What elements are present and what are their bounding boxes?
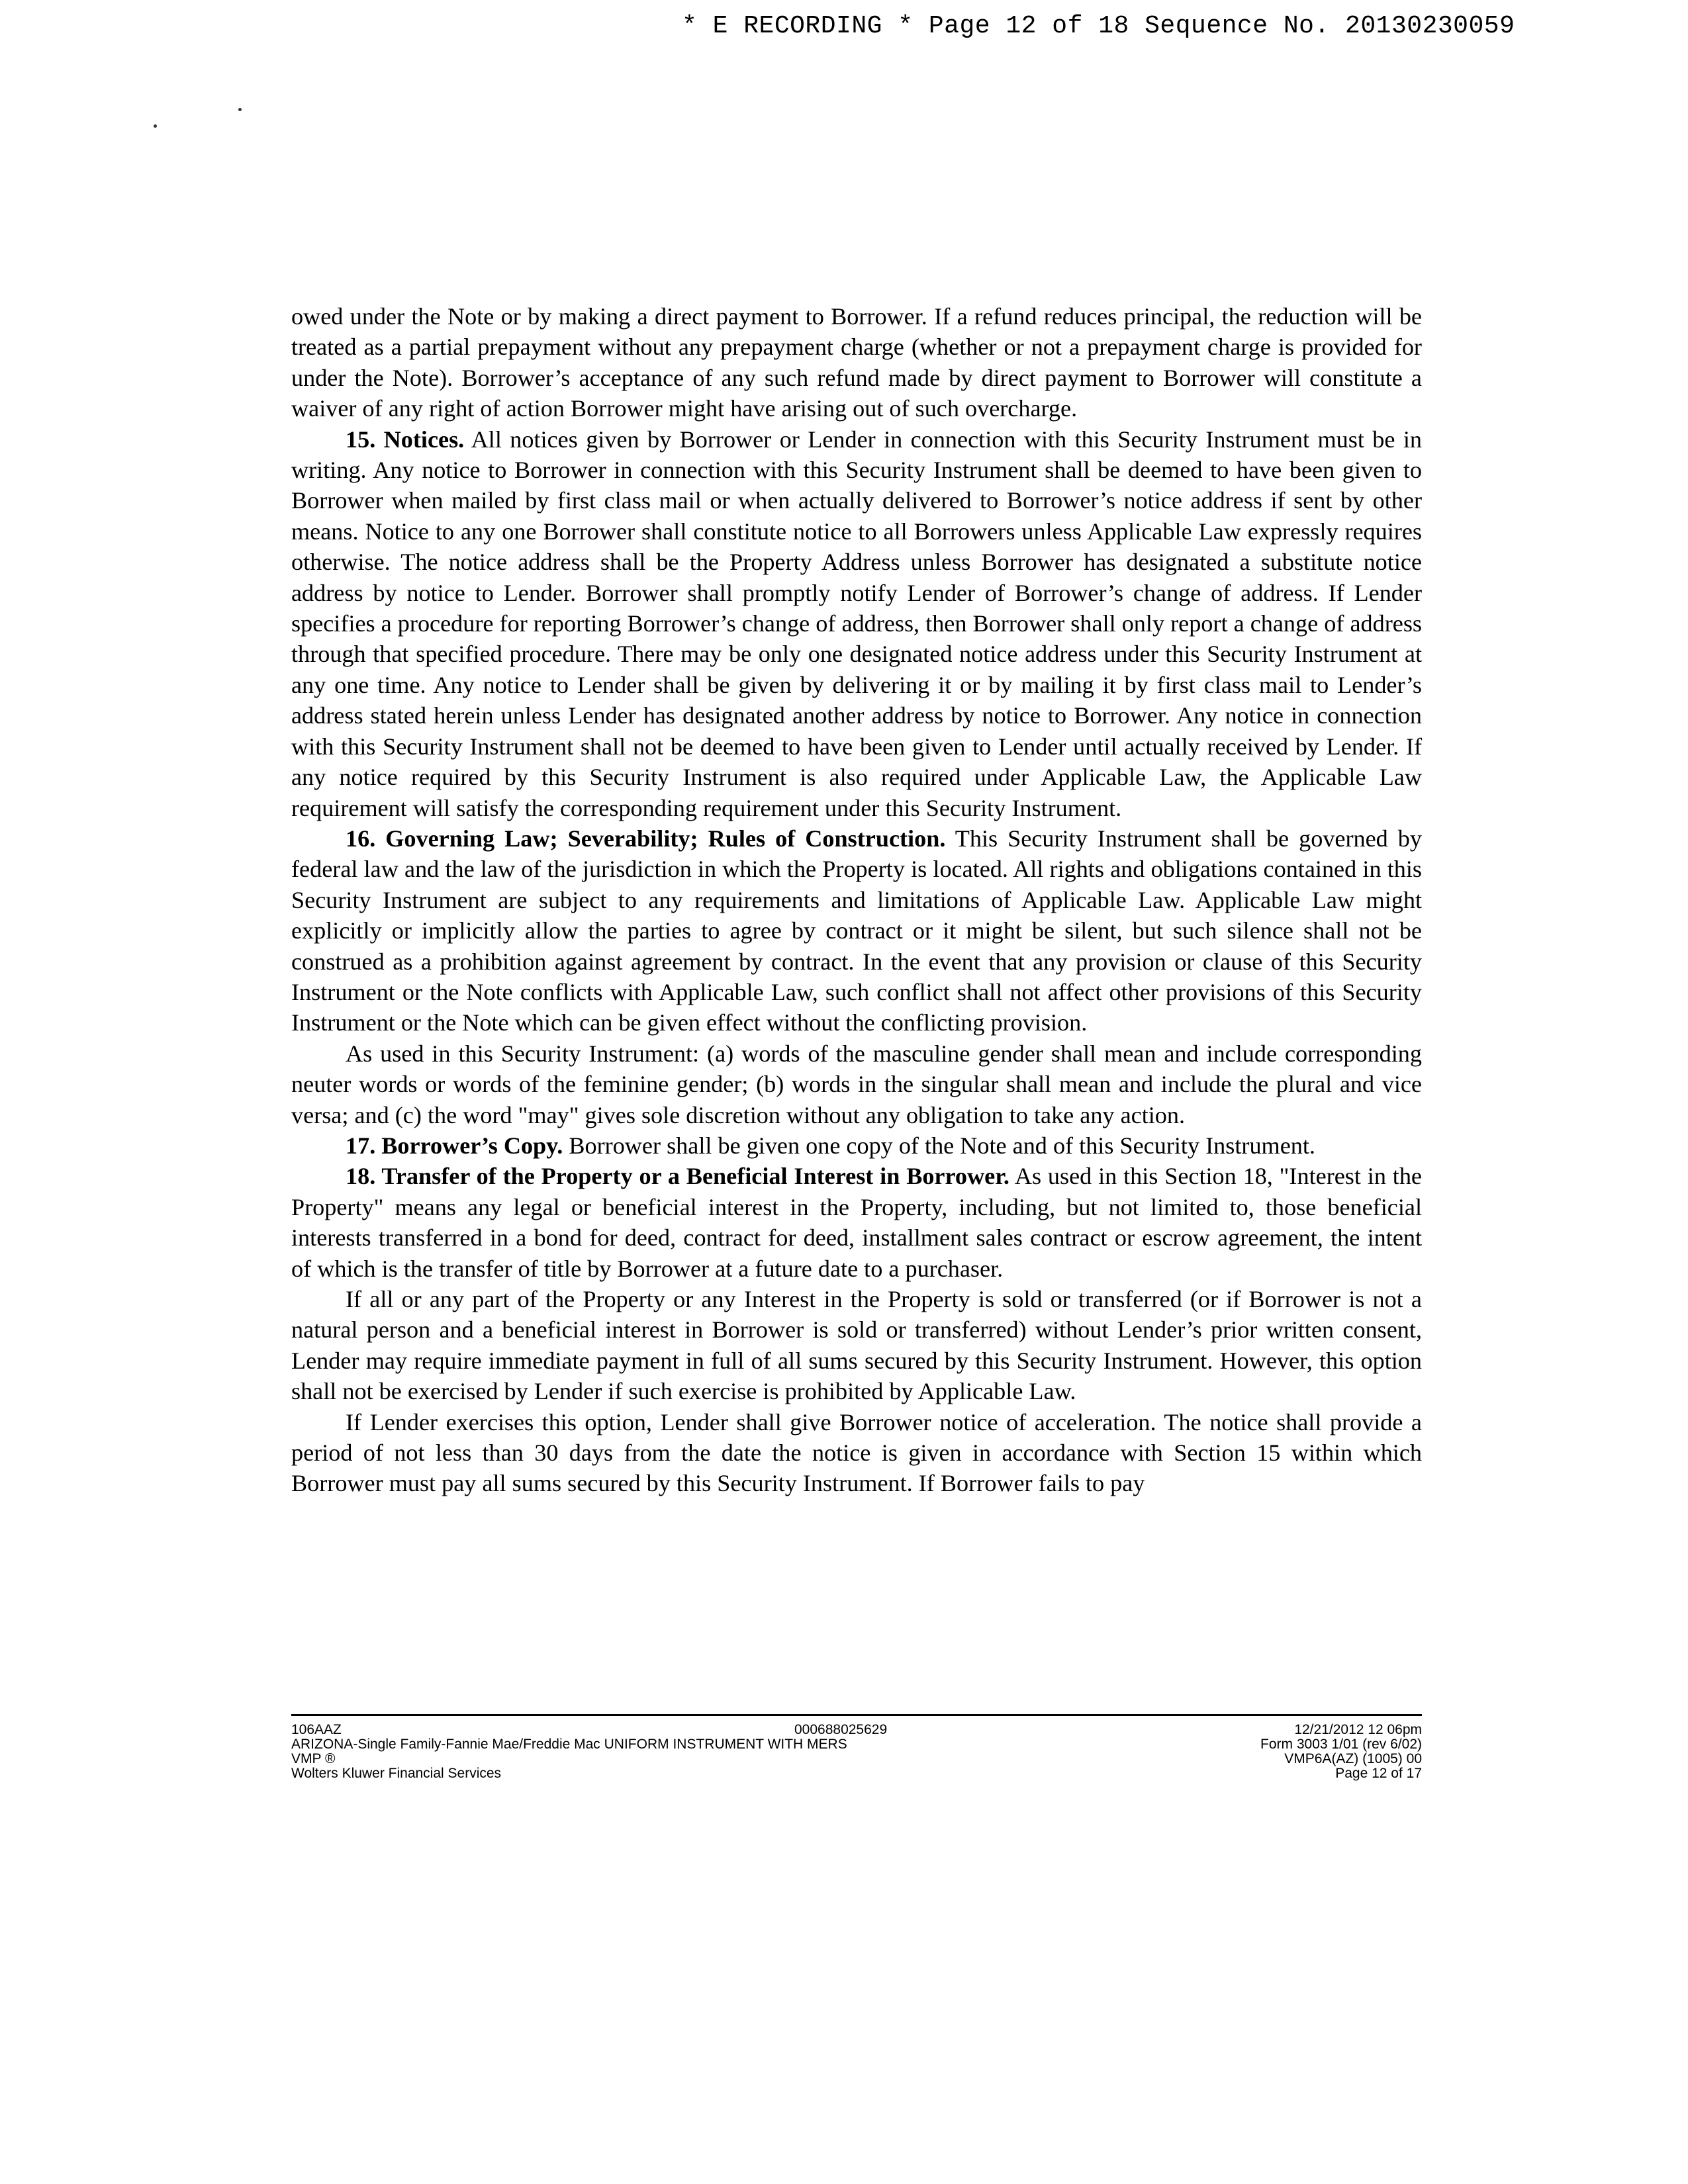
vendor-mark: VMP ® (291, 1751, 336, 1766)
section-16 (291, 823, 1422, 1038)
document-body (291, 301, 1422, 1499)
form-code: 106AAZ (291, 1722, 342, 1737)
footer-divider (291, 1714, 1422, 1716)
footer-right (1260, 1723, 1422, 1781)
section-15 (291, 424, 1422, 823)
loan-number: 000688025629 (794, 1722, 888, 1737)
footer-center (794, 1723, 887, 1737)
footer-left (291, 1723, 847, 1781)
section-15-heading: 15. Notices. (346, 426, 465, 453)
page-footer (291, 1723, 1422, 1796)
section-16-heading: 16. Governing Law; Severability; Rules of Construction. (346, 825, 946, 852)
section-17 (291, 1130, 1422, 1161)
paragraph-continuation: owed under the Note or by making a direct payment to Borrower. If a refund reduces principal, the reduction will be treated as a partial prepayment without any prepayment charge (whether or not a prepayment charge is provided for under the Note). Borrower’s acceptance of any such refund made by direct payment to Borrower will constitute a waiver of any right of action Borrower might have arising out of such overcharge. (291, 303, 1422, 422)
vmp-code: VMP6A(AZ) (1005) 00 (1284, 1751, 1422, 1766)
publisher: Wolters Kluwer Financial Services (291, 1766, 502, 1781)
print-timestamp: 12/21/2012 12 06pm (1294, 1722, 1422, 1737)
section-17-text: Borrower shall be given one copy of the Note and of this Security Instrument. (563, 1132, 1315, 1159)
scan-speck (238, 108, 242, 111)
page-number: Page 12 of 17 (1335, 1766, 1422, 1781)
section-18-paragraph-3: If Lender exercises this option, Lender shall give Borrower notice of acceleration. The notice shall provide a period of not less than 30 days from the date the notice is given in accordance with Section 15 within which Borrower must pay all sums secured by this Security Instrument. If Borrower fails to pay (291, 1408, 1422, 1497)
section-18-heading: 18. Transfer of the Property or a Beneficial Interest in Borrower. (346, 1163, 1009, 1190)
form-number: Form 3003 1/01 (rev 6/02) (1260, 1737, 1422, 1752)
section-15-text: All notices given by Borrower or Lender in connection with this Security Instrument must be in writing. Any notice to Borrower in connection with this Security Instrument shall be deemed to have been given to Borrower when mailed by first class mail or when actually delivered to Borrower’s notice address if sent by other means. Notice to any one Borrower shall constitute notice to all Borrowers unless Applicable Law expressly requires otherwise. The notice address shall be the Property Address unless Borrower has designated a substitute notice address by notice to Lender. Borrower shall promptly notify Lender of Borrower’s change of address. If Lender specifies a procedure for reporting Borrower’s change of address, then Borrower shall only report a change of address through that specified procedure. There may be only one designated notice address under this Security Instrument at any one time. Any notice to Lender shall be given by delivering it or by mailing it by first class mail to Lender’s address stated herein unless Lender has designated another address by notice to Borrower. Any notice in connection with this Security Instrument shall not be deemed to have been given to Lender until actually received by Lender. If any notice required by this Security Instrument is also required under Applicable Law, the Applicable Law requirement will satisfy the corresponding requirement under this Security Instrument. (291, 426, 1422, 821)
section-18 (291, 1161, 1422, 1284)
form-title: ARIZONA-Single Family-Fannie Mae/Freddie Mac UNIFORM INSTRUMENT WITH MERS (291, 1737, 847, 1752)
recording-header: * E RECORDING * Page 12 of 18 Sequence No. 20130230059 (682, 12, 1515, 40)
scan-speck (154, 124, 157, 128)
section-16-text: This Security Instrument shall be governed by federal law and the law of the jurisdiction in which the Property is located. All rights and obligations contained in this Security Instrument are subject to any requirements and limitations of Applicable Law. Applicable Law might explicitly or implicitly allow the parties to agree by contract or it might be silent, but such silence shall not be construed as a prohibition against agreement by contract. In the event that any provision or clause of this Security Instrument or the Note conflicts with Applicable Law, such conflict shall not affect other provisions of this Security Instrument or the Note which can be given effect without the conflicting provision. (291, 825, 1422, 1036)
section-16-paragraph-2: As used in this Security Instrument: (a) words of the masculine gender shall mean and include corresponding neuter words or words of the feminine gender; (b) words in the singular shall mean and include the plural and vice versa; and (c) the word "may" gives sole discretion without any obligation to take any action. (291, 1040, 1422, 1128)
section-17-heading: 17. Borrower’s Copy. (346, 1132, 563, 1159)
section-18-text: As used in this Section 18, "Interest in the Property" means any legal or beneficial interest in the Property, including, but not limited to, those beneficial interests transferred in a bond for deed, contract for deed, installment sales contract or escrow agreement, the intent of which is the transfer of title by Borrower at a future date to a purchaser. (291, 1163, 1422, 1282)
section-18-paragraph-2: If all or any part of the Property or any Interest in the Property is sold or transferred (or if Borrower is not a natural person and a beneficial interest in Borrower is sold or transferred) without Lender’s prior written consent, Lender may require immediate payment in full of all sums secured by this Security Instrument. However, this option shall not be exercised by Lender if such exercise is prohibited by Applicable Law. (291, 1286, 1422, 1405)
